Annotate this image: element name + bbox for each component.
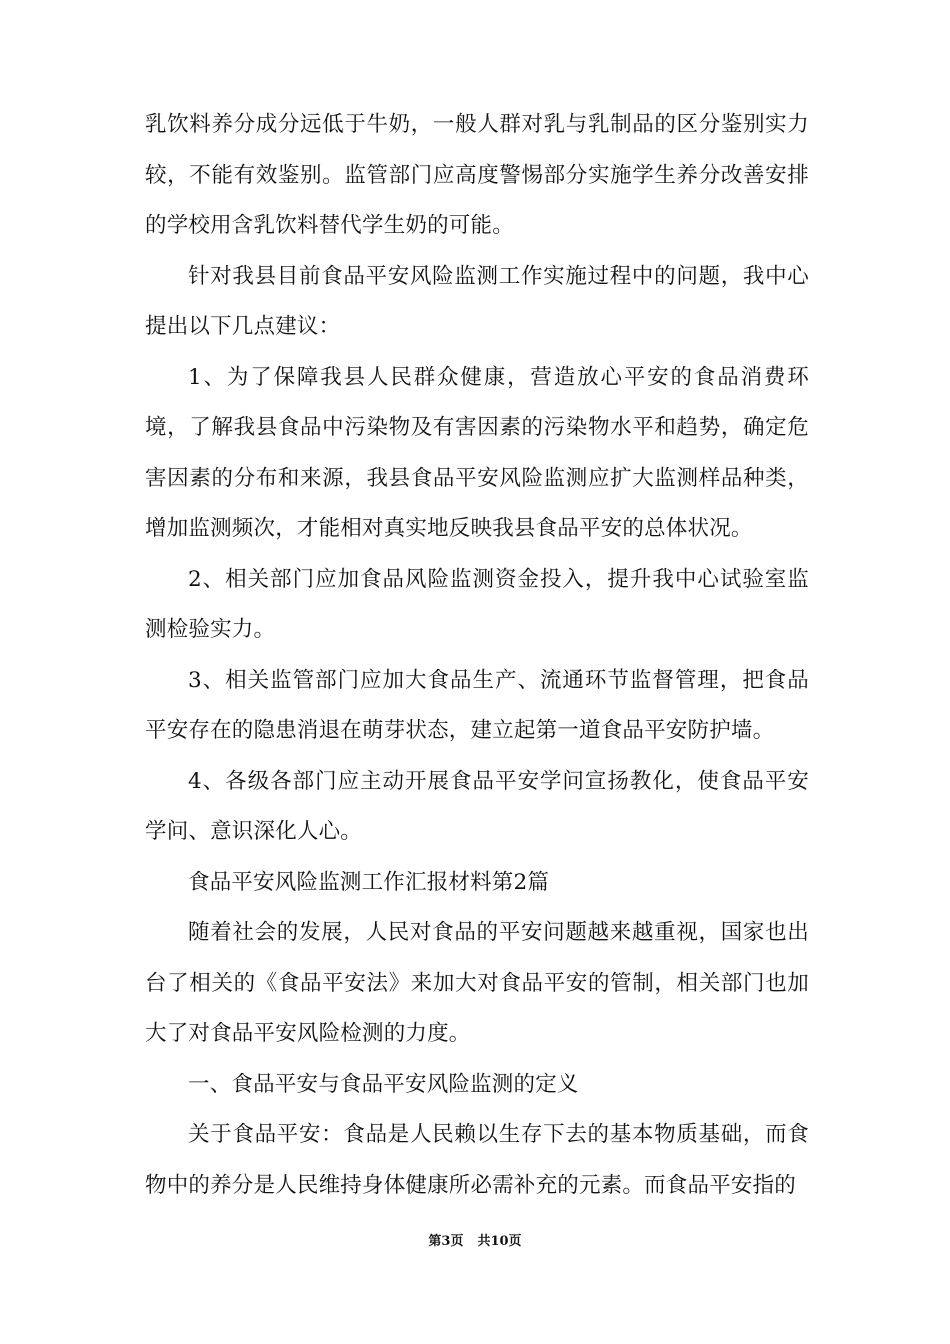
- paragraph-2: 针对我县目前食品平安风险监测工作实施过程中的问题，我中心提出以下几点建议：: [145, 263, 809, 339]
- paragraph-1: 乳饮料养分成分远低于牛奶，一般人群对乳与乳制品的区分鉴别实力较，不能有效鉴别。监管部门应高度警惕部分实施学生养分改善安排的学校用含乳饮料替代学生奶的可能。: [145, 112, 809, 238]
- paragraph-3: 1、为了保障我县人民群众健康，营造放心平安的食品消费环境，了解我县食品中污染物及有害因素的污染物水平和趋势，确定危害因素的分布和来源，我县食品平安风险监测应扩大监测样品种类，增加监测频次，才能相对真实地反映我县食品平安的总体状况。: [145, 364, 809, 541]
- paragraph-7: 随着社会的发展，人民对食品的平安问题越来越重视，国家也出台了相关的《食品平安法》来加大对食品平安的管制，相关部门也加大了对食品平安风险检测的力度。: [145, 920, 809, 1046]
- document-body: [145, 100, 809, 1211]
- page-number: 第3页: [428, 1234, 464, 1249]
- subsection-heading: 一、食品平安与食品平安风险监测的定义: [188, 1071, 579, 1097]
- paragraph-4: 2、相关部门应加食品风险监测资金投入，提升我中心试验室监测检验实力。: [145, 566, 809, 642]
- section-heading: 食品平安风险监测工作汇报材料第2篇: [188, 869, 550, 895]
- paragraph-8: 关于食品平安：食品是人民赖以生存下去的基本物质基础，而食物中的养分是人民维持身体健康所必需补充的元素。而食品平安指的: [145, 1122, 809, 1198]
- page-total: 共10页: [477, 1234, 522, 1249]
- paragraph-5: 3、相关监管部门应加大食品生产、流通环节监督管理，把食品平安存在的隐患消退在萌芽状态，建立起第一道食品平安防护墙。: [145, 667, 809, 743]
- page-footer: [0, 1230, 950, 1249]
- paragraph-6: 4、各级各部门应主动开展食品平安学问宣扬教化，使食品平安学问、意识深化人心。: [145, 768, 809, 844]
